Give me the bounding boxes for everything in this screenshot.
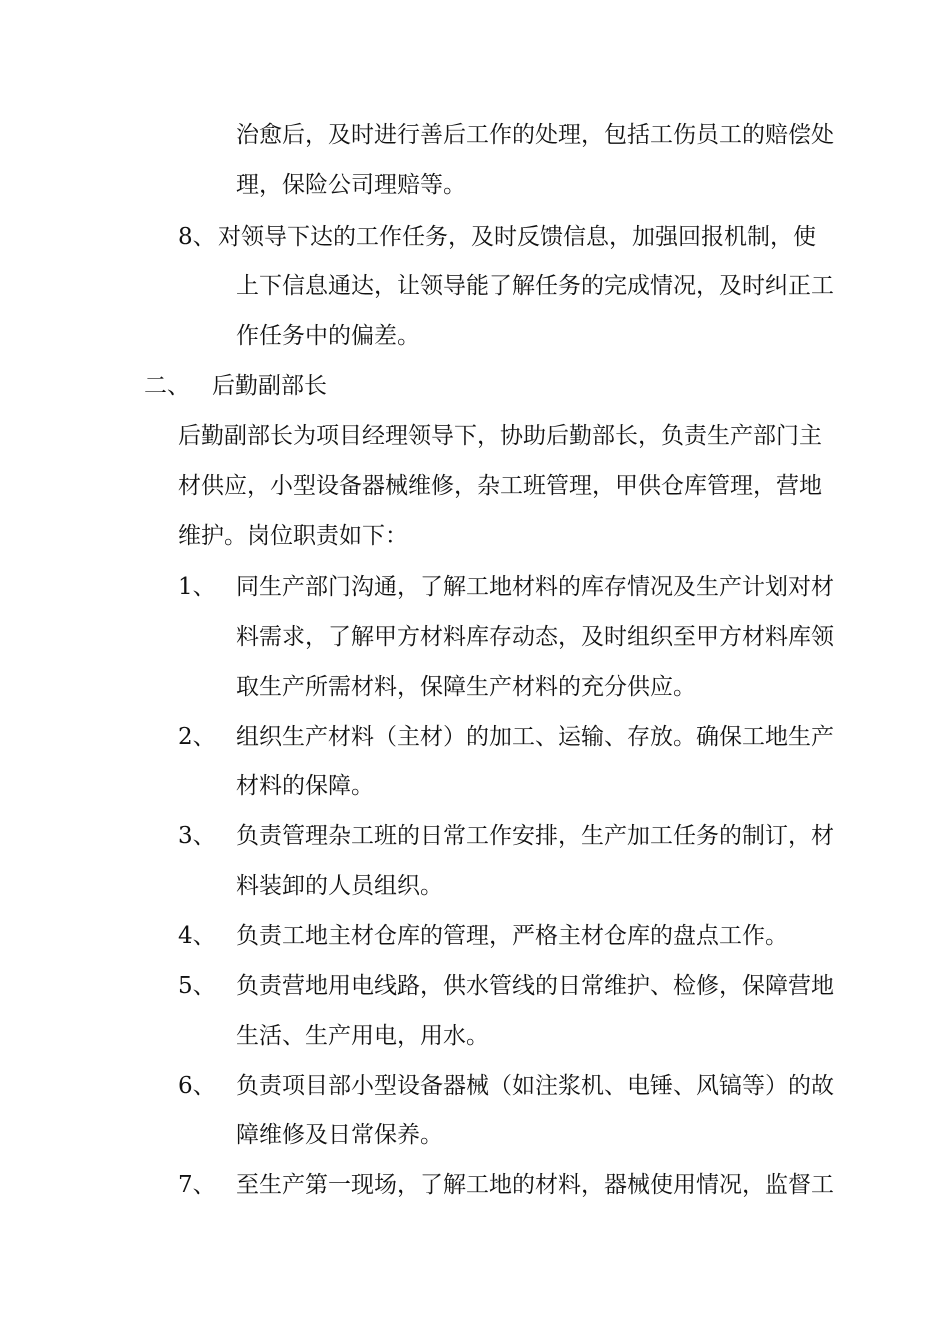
paragraph-line: 材供应，小型设备器械维修，杂工班管理，甲供仓库管理，营地 bbox=[178, 473, 822, 499]
list-number: 6、 bbox=[178, 1073, 216, 1099]
paragraph-line: 至生产第一现场，了解工地的材料，器械使用情况，监督工 bbox=[236, 1172, 834, 1198]
paragraph-line: 生活、生产用电，用水。 bbox=[236, 1023, 489, 1049]
paragraph-line: 上下信息通达，让领导能了解任务的完成情况，及时纠正工 bbox=[236, 273, 834, 299]
paragraph-line: 治愈后，及时进行善后工作的处理，包括工伤员工的赔偿处 bbox=[236, 122, 834, 148]
list-number: 2、 bbox=[178, 724, 216, 750]
paragraph-line: 负责营地用电线路，供水管线的日常维护、检修，保障营地 bbox=[236, 973, 834, 999]
paragraph-line: 料需求，了解甲方材料库存动态，及时组织至甲方材料库领 bbox=[236, 624, 834, 650]
paragraph-line: 取生产所需材料，保障生产材料的充分供应。 bbox=[236, 674, 696, 700]
list-number: 5、 bbox=[178, 973, 216, 999]
list-number: 3、 bbox=[178, 823, 216, 849]
paragraph-line: 作任务中的偏差。 bbox=[236, 323, 420, 349]
list-number: 4、 bbox=[178, 923, 216, 949]
section-title: 后勤副部长 bbox=[212, 373, 327, 399]
list-number: 7、 bbox=[178, 1172, 216, 1198]
paragraph-line: 负责项目部小型设备器械（如注浆机、电锤、风镐等）的故 bbox=[236, 1073, 834, 1099]
paragraph-line: 维护。岗位职责如下： bbox=[178, 523, 408, 549]
paragraph-line: 组织生产材料（主材）的加工、运输、存放。确保工地生产 bbox=[236, 724, 834, 750]
list-number: 1、 bbox=[178, 574, 216, 600]
paragraph-line: 负责管理杂工班的日常工作安排，生产加工任务的制订，材 bbox=[236, 823, 834, 849]
list-number: 8、 bbox=[178, 224, 216, 250]
paragraph-line: 对领导下达的工作任务，及时反馈信息，加强回报机制，使 bbox=[218, 224, 816, 250]
paragraph-line: 负责工地主材仓库的管理，严格主材仓库的盘点工作。 bbox=[236, 923, 788, 949]
paragraph-line: 料装卸的人员组织。 bbox=[236, 873, 443, 899]
paragraph-line: 理，保险公司理赔等。 bbox=[236, 172, 466, 198]
section-number: 二、 bbox=[144, 373, 190, 399]
paragraph-line: 后勤副部长为项目经理领导下，协助后勤部长，负责生产部门主 bbox=[178, 423, 822, 449]
paragraph-line: 材料的保障。 bbox=[236, 773, 374, 799]
paragraph-line: 同生产部门沟通，了解工地材料的库存情况及生产计划对材 bbox=[236, 574, 834, 600]
paragraph-line: 障维修及日常保养。 bbox=[236, 1122, 443, 1148]
